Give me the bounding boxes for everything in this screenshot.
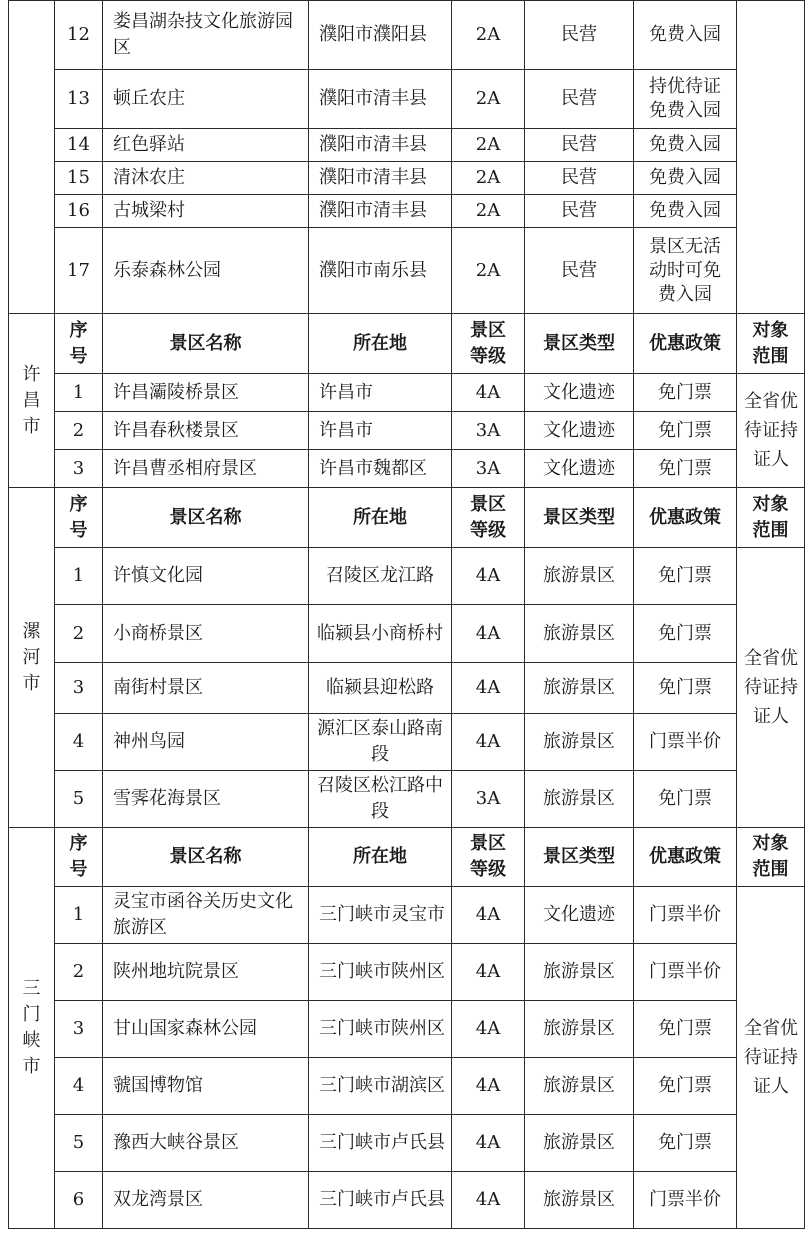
header-scope-text: 对象范围: [752, 319, 789, 367]
policy-cell: 免门票: [634, 412, 737, 450]
table-row: [9, 548, 805, 605]
policy-cell: [634, 228, 737, 314]
seq-cell: 14: [55, 129, 103, 162]
header-seq: [55, 828, 103, 887]
seq-cell: 1: [55, 548, 103, 605]
type-cell: 旅游景区: [525, 714, 634, 771]
header-scope-text: 对象范围: [752, 493, 789, 541]
location-cell: 濮阳市清丰县: [309, 129, 452, 162]
location-cell: 临颍县迎松路: [309, 663, 452, 714]
table-row: [9, 1, 805, 70]
table-row: [9, 228, 805, 314]
header-policy: 优惠政策: [634, 488, 737, 548]
table-row: [9, 374, 805, 412]
header-seq-text: 序号: [69, 319, 88, 367]
seq-cell: 2: [55, 605, 103, 663]
header-location: 所在地: [309, 314, 452, 374]
level-cell: 4A: [452, 605, 525, 663]
seq-cell: 3: [55, 1001, 103, 1058]
type-cell: 旅游景区: [525, 1115, 634, 1172]
header-level-text: 景区等级: [470, 493, 506, 541]
seq-cell: 17: [55, 228, 103, 314]
location-cell: 濮阳市清丰县: [309, 195, 452, 228]
city-cell-sanmenxia: [9, 828, 55, 1229]
level-cell: 2A: [452, 162, 525, 195]
name-cell: 雪霁花海景区: [103, 771, 309, 828]
seq-cell: 1: [55, 887, 103, 944]
level-cell: 3A: [452, 412, 525, 450]
name-cell: 小商桥景区: [103, 605, 309, 663]
table-row: [9, 1115, 805, 1172]
policy-text: 免费入园: [649, 134, 721, 155]
type-cell: 民营: [525, 162, 634, 195]
seq-cell: 2: [55, 412, 103, 450]
table-row: [9, 1058, 805, 1115]
header-location: 所在地: [309, 488, 452, 548]
header-seq-text: 序号: [69, 493, 88, 541]
city-cell-luohe: [9, 488, 55, 828]
location-cell: 三门峡市卢氏县: [309, 1115, 452, 1172]
scope-cell-empty: [737, 1, 805, 314]
name-cell: 红色驿站: [103, 129, 309, 162]
section-header-row: [9, 828, 805, 887]
type-cell: 民营: [525, 195, 634, 228]
name-cell: 许昌灞陵桥景区: [103, 374, 309, 412]
name-cell: 陕州地坑院景区: [103, 944, 309, 1001]
level-cell: 2A: [452, 195, 525, 228]
level-cell: 4A: [452, 1115, 525, 1172]
seq-cell: 4: [55, 714, 103, 771]
table-row: [9, 771, 805, 828]
table-row: [9, 605, 805, 663]
name-cell: 娄昌湖杂技文化旅游园区: [103, 1, 309, 70]
name-cell: 乐泰森林公园: [103, 228, 309, 314]
table-row: [9, 129, 805, 162]
location-cell: 临颍县小商桥村: [309, 605, 452, 663]
location-cell: 三门峡市陕州区: [309, 944, 452, 1001]
header-scope: [737, 314, 805, 374]
policy-text: 免费入园: [649, 24, 721, 45]
header-policy: 优惠政策: [634, 314, 737, 374]
type-cell: 旅游景区: [525, 1058, 634, 1115]
header-seq-text: 序号: [69, 833, 88, 880]
header-scope-text: 对象范围: [752, 833, 789, 880]
level-cell: 3A: [452, 771, 525, 828]
city-name: 三门峡市: [22, 978, 41, 1077]
type-cell: 文化遗迹: [525, 887, 634, 944]
level-cell: 4A: [452, 663, 525, 714]
policy-cell: 免门票: [634, 1115, 737, 1172]
city-name: 漯河市: [22, 620, 41, 694]
name-cell: 许昌春秋楼景区: [103, 412, 309, 450]
table-row: [9, 412, 805, 450]
seq-cell: 5: [55, 1115, 103, 1172]
scenic-spots-table: [8, 0, 805, 1229]
level-cell: 4A: [452, 374, 525, 412]
scope-cell-xuchang: [737, 374, 805, 488]
type-cell: 旅游景区: [525, 1172, 634, 1229]
level-cell: 2A: [452, 1, 525, 70]
location-cell: 三门峡市湖滨区: [309, 1058, 452, 1115]
policy-cell: 免门票: [634, 450, 737, 488]
seq-cell: 15: [55, 162, 103, 195]
seq-cell: 5: [55, 771, 103, 828]
policy-cell: 免门票: [634, 1058, 737, 1115]
policy-cell: 免门票: [634, 548, 737, 605]
level-cell: 2A: [452, 129, 525, 162]
header-scope: [737, 488, 805, 548]
header-level: [452, 828, 525, 887]
policy-cell: [634, 1, 737, 70]
header-location: 所在地: [309, 828, 452, 887]
policy-text: 免费入园: [649, 200, 721, 221]
header-seq: [55, 488, 103, 548]
table-row: [9, 450, 805, 488]
table-row: [9, 1001, 805, 1058]
policy-cell: [634, 70, 737, 129]
section-header-row: [9, 314, 805, 374]
name-cell: 古城梁村: [103, 195, 309, 228]
type-cell: 民营: [525, 70, 634, 129]
policy-text: 景区无活动时可免费入园: [649, 235, 721, 305]
location-cell: 许昌市魏都区: [309, 450, 452, 488]
header-type: 景区类型: [525, 314, 634, 374]
level-cell: 2A: [452, 70, 525, 129]
seq-cell: 16: [55, 195, 103, 228]
location-cell: 三门峡市陕州区: [309, 1001, 452, 1058]
header-level: [452, 314, 525, 374]
type-cell: 民营: [525, 228, 634, 314]
header-level: [452, 488, 525, 548]
policy-text: 免费入园: [649, 167, 721, 188]
header-level-text: 景区等级: [470, 319, 506, 367]
type-cell: 旅游景区: [525, 663, 634, 714]
level-cell: 4A: [452, 1001, 525, 1058]
table-row: [9, 195, 805, 228]
name-cell: 甘山国家森林公园: [103, 1001, 309, 1058]
table-row: [9, 70, 805, 129]
location-cell: 濮阳市南乐县: [309, 228, 452, 314]
policy-cell: 免门票: [634, 374, 737, 412]
scope-cell-luohe: [737, 548, 805, 828]
location-cell: 许昌市: [309, 374, 452, 412]
header-seq: [55, 314, 103, 374]
name-cell: 顿丘农庄: [103, 70, 309, 129]
header-scope: [737, 828, 805, 887]
header-name: 景区名称: [103, 314, 309, 374]
table-row: [9, 887, 805, 944]
policy-cell: 门票半价: [634, 714, 737, 771]
seq-cell: 1: [55, 374, 103, 412]
level-cell: 4A: [452, 944, 525, 1001]
level-cell: 4A: [452, 548, 525, 605]
name-cell: 虢国博物馆: [103, 1058, 309, 1115]
level-cell: 2A: [452, 228, 525, 314]
header-type: 景区类型: [525, 488, 634, 548]
header-level-text: 景区等级: [470, 833, 506, 880]
seq-cell: 12: [55, 1, 103, 70]
table-row: [9, 162, 805, 195]
scope-text: 全省优待证持证人: [744, 648, 798, 727]
type-cell: 文化遗迹: [525, 450, 634, 488]
seq-cell: 4: [55, 1058, 103, 1115]
policy-cell: 门票半价: [634, 944, 737, 1001]
city-cell-xuchang: [9, 314, 55, 488]
level-cell: 4A: [452, 887, 525, 944]
section-header-row: [9, 488, 805, 548]
type-cell: 旅游景区: [525, 1001, 634, 1058]
location-cell: 召陵区龙江路: [309, 548, 452, 605]
location-cell: 三门峡市灵宝市: [309, 887, 452, 944]
table-row: [9, 1172, 805, 1229]
header-type: 景区类型: [525, 828, 634, 887]
table-row: [9, 714, 805, 771]
header-name: 景区名称: [103, 828, 309, 887]
policy-cell: 门票半价: [634, 1172, 737, 1229]
seq-cell: 3: [55, 450, 103, 488]
type-cell: 民营: [525, 1, 634, 70]
policy-cell: 免门票: [634, 771, 737, 828]
type-cell: 旅游景区: [525, 548, 634, 605]
seq-cell: 2: [55, 944, 103, 1001]
name-cell: 灵宝市函谷关历史文化旅游区: [103, 887, 309, 944]
seq-cell: 13: [55, 70, 103, 129]
location-cell: 濮阳市清丰县: [309, 70, 452, 129]
city-cell-empty: [9, 1, 55, 314]
name-cell: 双龙湾景区: [103, 1172, 309, 1229]
seq-cell: 3: [55, 663, 103, 714]
type-cell: 民营: [525, 129, 634, 162]
level-cell: 4A: [452, 1058, 525, 1115]
header-policy: 优惠政策: [634, 828, 737, 887]
level-cell: 4A: [452, 1172, 525, 1229]
table-row: [9, 663, 805, 714]
scope-text: 全省优待证持证人: [744, 391, 798, 470]
policy-cell: 免门票: [634, 605, 737, 663]
type-cell: 文化遗迹: [525, 412, 634, 450]
type-cell: 文化遗迹: [525, 374, 634, 412]
city-name: 许昌市: [22, 363, 41, 437]
header-name: 景区名称: [103, 488, 309, 548]
policy-text: 持优待证免费入园: [649, 76, 721, 121]
level-cell: 3A: [452, 450, 525, 488]
seq-cell: 6: [55, 1172, 103, 1229]
name-cell: 神州鸟园: [103, 714, 309, 771]
level-cell: 4A: [452, 714, 525, 771]
policy-cell: 免门票: [634, 1001, 737, 1058]
location-cell: 许昌市: [309, 412, 452, 450]
policy-cell: 门票半价: [634, 887, 737, 944]
table-row: [9, 944, 805, 1001]
name-cell: 清沐农庄: [103, 162, 309, 195]
location-cell: 濮阳市清丰县: [309, 162, 452, 195]
name-cell: 南街村景区: [103, 663, 309, 714]
policy-cell: [634, 195, 737, 228]
type-cell: 旅游景区: [525, 771, 634, 828]
name-cell: 许昌曹丞相府景区: [103, 450, 309, 488]
name-cell: 豫西大峡谷景区: [103, 1115, 309, 1172]
policy-cell: [634, 129, 737, 162]
scope-text: 全省优待证持证人: [744, 1018, 798, 1097]
type-cell: 旅游景区: [525, 944, 634, 1001]
location-cell: 三门峡市卢氏县: [309, 1172, 452, 1229]
name-cell: 许慎文化园: [103, 548, 309, 605]
policy-cell: 免门票: [634, 663, 737, 714]
policy-cell: [634, 162, 737, 195]
location-cell: 源汇区泰山路南段: [309, 714, 452, 771]
location-cell: 召陵区松江路中段: [309, 771, 452, 828]
scope-cell-sanmenxia: [737, 887, 805, 1229]
location-cell: 濮阳市濮阳县: [309, 1, 452, 70]
type-cell: 旅游景区: [525, 605, 634, 663]
